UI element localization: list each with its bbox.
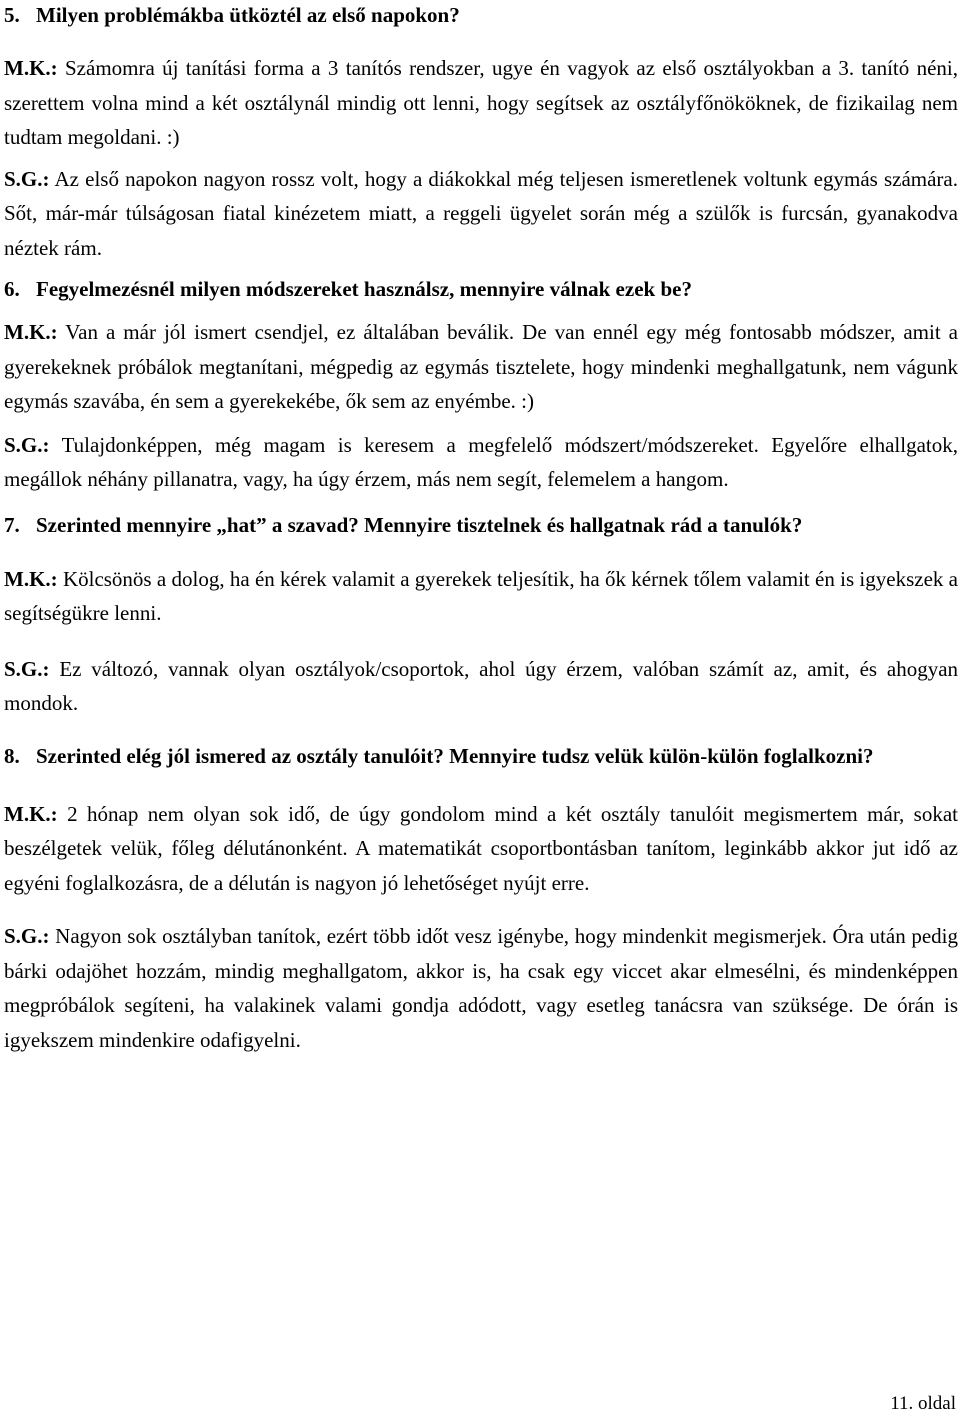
answer-text: Ez változó, vannak olyan osztályok/csoportok, ahol úgy érzem, valóban számít az, amit, és ahogyan mondok. [4,656,959,715]
answer-text: Az első napokon nagyon rossz volt, hogy a diákokkal még teljesen ismeretlenek voltunk egymás számára. Sőt, már-már túlságosan fiatal kinézetem miatt, a reggeli ügyelet során még a szülők is furcsán, gyanakodva néztek rám. [4,166,958,260]
speaker-label: S.G.: [4,924,50,948]
answer-mk [4,315,958,419]
speaker-label: M.K.: [4,801,58,826]
answer-text: Van a már jól ismert csendjel, ez általában beválik. De van ennél egy még fontosabb módszer, amit a gyerekeknek próbálok megtanítani, mégpedig az egymás tisztelete, hogy mindenki meghallgatunk, nem vágunk egymás szavába, én sem a gyerekekébe, ők sem az enyémbe. :) [4,320,959,413]
answer-text: 2 hónap nem olyan sok idő, de úgy gondolom mind a két osztály tanulóit megismertem már, sokat beszélgetek velük, főleg délutánonként. A matematikát csoportbontásban tanítom, leginkább akkor jut idő az egyéni foglalkozásra, de a délután is nagyon jó lehetőséget nyújt erre. [4,801,959,895]
question-number: 7. [4,512,20,537]
answer-sg [4,162,958,266]
answer-text: Nagyon sok osztályban tanítok, ezért több időt vesz igénybe, hogy mindenkit megismerjek. Óra után pedig bárki odajöhet hozzám, mindig meghallgatom, akkor is, ha csak egy viccet akar elmesélni, és mindenképpen megpróbálok segíteni, ha valakinek valami gondja adódott, vagy esetleg tanácsra van szüksége. De órán is igyekszem mindenkire odafigyelni. [4,924,958,1052]
speaker-label: S.G.: [4,432,50,457]
question-number: 6. [4,277,20,301]
question-text: Milyen problémákba ütköztél az első napokon? [36,3,460,27]
answer-sg [4,919,958,1057]
question-5 [4,0,958,32]
question-8 [4,739,958,773]
question-7 [4,508,958,542]
page-number: 11. oldal [890,1393,956,1414]
answer-sg [4,652,958,721]
speaker-label: S.G.: [4,166,50,191]
speaker-label: M.K.: [4,56,58,80]
answer-sg [4,428,958,497]
question-text: Fegyelmezésnél milyen módszereket használsz, mennyire válnak ezek be? [36,277,692,301]
answer-text: Kölcsönös a dolog, ha én kérek valamit a gyerekek teljesítik, ha ők kérnek tőlem valamit én is igyekszek a segítségükre lenni. [4,566,958,625]
question-6 [4,272,958,306]
document-body [4,0,958,1057]
question-text: Szerinted elég jól ismered az osztály tanulóit? Mennyire tudsz velük külön-külön foglalkozni? [36,743,874,768]
answer-mk [4,562,958,631]
answer-mk [4,797,958,901]
answer-mk [4,51,958,155]
speaker-label: M.K.: [4,320,58,344]
answer-text: Tulajdonképpen, még magam is keresem a megfelelő módszert/módszereket. Egyelőre elhallgatok, megállok néhány pillanatra, vagy, ha úgy érzem, más nem segít, felemelem a hangom. [4,432,958,491]
question-number: 5. [4,3,20,27]
question-number: 8. [4,743,20,768]
answer-text: Számomra új tanítási forma a 3 tanítós rendszer, ugye én vagyok az első osztályokban a 3. tanító néni, szerettem volna mind a két osztálynál mindig ott lenni, hogy segítsek az osztályfőnököknek, de fizikailag nem tudtam megoldani. :) [4,56,958,149]
speaker-label: M.K.: [4,566,58,591]
question-text: Szerinted mennyire „hat” a szavad? Mennyire tisztelnek és hallgatnak rád a tanulók? [36,512,803,537]
speaker-label: S.G.: [4,656,50,681]
